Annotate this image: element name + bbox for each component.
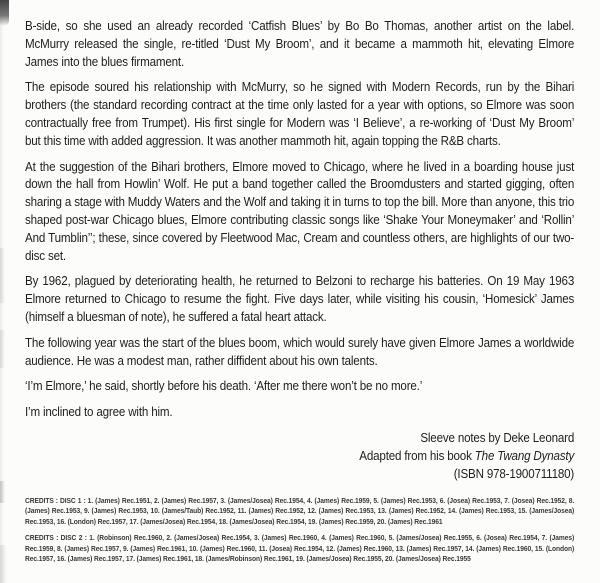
paragraph-3: At the suggestion of the Bihari brothers, Elmore moved to Chicago, where he lived in a boarding house just down the hall from Howlin’ Wolf. He put a band together called the Broomdusters and started gigging, often sharing a stage with Muddy Waters and the Wolf and taking it in turns to top the bill. More than anyone, this trio shaped post-war Chicago blues, Elmore contributing classic songs like ‘Shake Your Moneymaker’ and ‘Rollin’ And Tumblin’’; these, since covered by Fleetwood Mac, Cream and countless others, are highlights of our two-disc set. [25, 158, 575, 263]
scan-smudge [0, 481, 5, 503]
paragraph-quote: ‘I’m Elmore,’ he said, shortly before his death. ‘After me there won’t be no more.’ [25, 378, 423, 394]
paragraph-4: By 1962, plagued by deteriorating health, he returned to Belzoni to recharge his batteries. On 19 May 1963 Elmore returned to Chicago to resume the fight. Five days later, while visiting his cousin, ‘Homesick’ James (himself a bluesman of note), he suffered a fatal heart attack. [25, 273, 575, 324]
paragraph-5: The following year was the start of the blues boom, which would surely have given Elmore James a worldwide audience. He was a modest man, rather diffident about his own talents. [25, 334, 575, 368]
attribution-author: Sleeve notes by Deke Leonard [420, 429, 575, 445]
scan-smudge [0, 330, 5, 368]
scan-smudge [0, 248, 5, 303]
attribution-book [25, 447, 574, 465]
attribution-book-title: The Twang Dynasty [474, 447, 575, 463]
paragraph-1: B-side, so she used an already recorded ‘Catfish Blues’ by Bo Bo Thomas, another artist on the label. McMurry released the single, re-titled ‘Dust My Broom’, and it became a mammoth hit, elevating Elmore James into the blues firmament. [25, 18, 575, 69]
credits-disc2: CREDITS : DISC 2 : 1. (Robinson) Rec.1960, 2. (James/Josea) Rec.1954, 3. (James) Rec.1960, 4. (James) Rec.1960, 5. (James/Josea) Rec.1955, 6. (Josea) Rec.1954, 7. (James) Rec.1959, 8. (James) Rec.1957, 9. (James) Rec.1961, 10. (James) Rec.1960, 11. (Josea) Rec.1954, 12. (James) Rec.1960, 13. (James) Rec.1957, 14. (James) Rec.1960, 15. (London) Rec.1957, 16. (James) Rec.1957, 17. (James) Rec.1961, 18. (James/Robinson) Rec.1961, 19. (James/Josea) Rec.1955, 20. (James/Josea) Rec.1955 [25, 533, 575, 563]
paragraph-closing: I’m inclined to agree with him. [25, 404, 173, 420]
attribution-block [25, 429, 574, 483]
paragraph-2: The episode soured his relationship with McMurry, so he signed with Modern Records, run by the Bihari brothers (the standard recording contract at the time only lasted for a year with options, so Elmore was soon contractually free from Trumpet). His first single for Modern was ‘I Believe’, a re-working of ‘Dust My Broom’ but this time with added aggression. It was another mammoth hit, again topping the R&B charts. [25, 79, 575, 148]
credits-block [25, 496, 574, 564]
credits-disc1: CREDITS : DISC 1 : 1. (James) Rec.1951, 2. (James) Rec.1957, 3. (James/Josea) Rec.1954, 4. (James) Rec.1959, 5. (James) Rec.1953, 6. (Josea) Rec.1953, 7. (Josea) Rec.1952, 8. (James) Rec.1953, 9. (James) Rec.1953, 10. (James/Taub) Rec.1952, 11. (James) Rec.1952, 12. (James) Rec.1953, 13. (James) Rec.1952, 14. (James) Rec.1953, 15. (James/Josea) Rec.1953, 16. (London) Rec.1957, 17. (James/Josea) Rec.1954, 18. (James/Josea) Rec.1954, 19. (James) Rec.1959, 20. (James) Rec.1961 [25, 495, 575, 526]
attribution-isbn: (ISBN 978-1900711180) [453, 465, 575, 481]
scan-corner-artifact [0, 0, 9, 26]
sleeve-notes-text [25, 17, 574, 570]
scan-smudge [0, 545, 7, 583]
attribution-book-prefix: Adapted from his book [359, 447, 475, 463]
